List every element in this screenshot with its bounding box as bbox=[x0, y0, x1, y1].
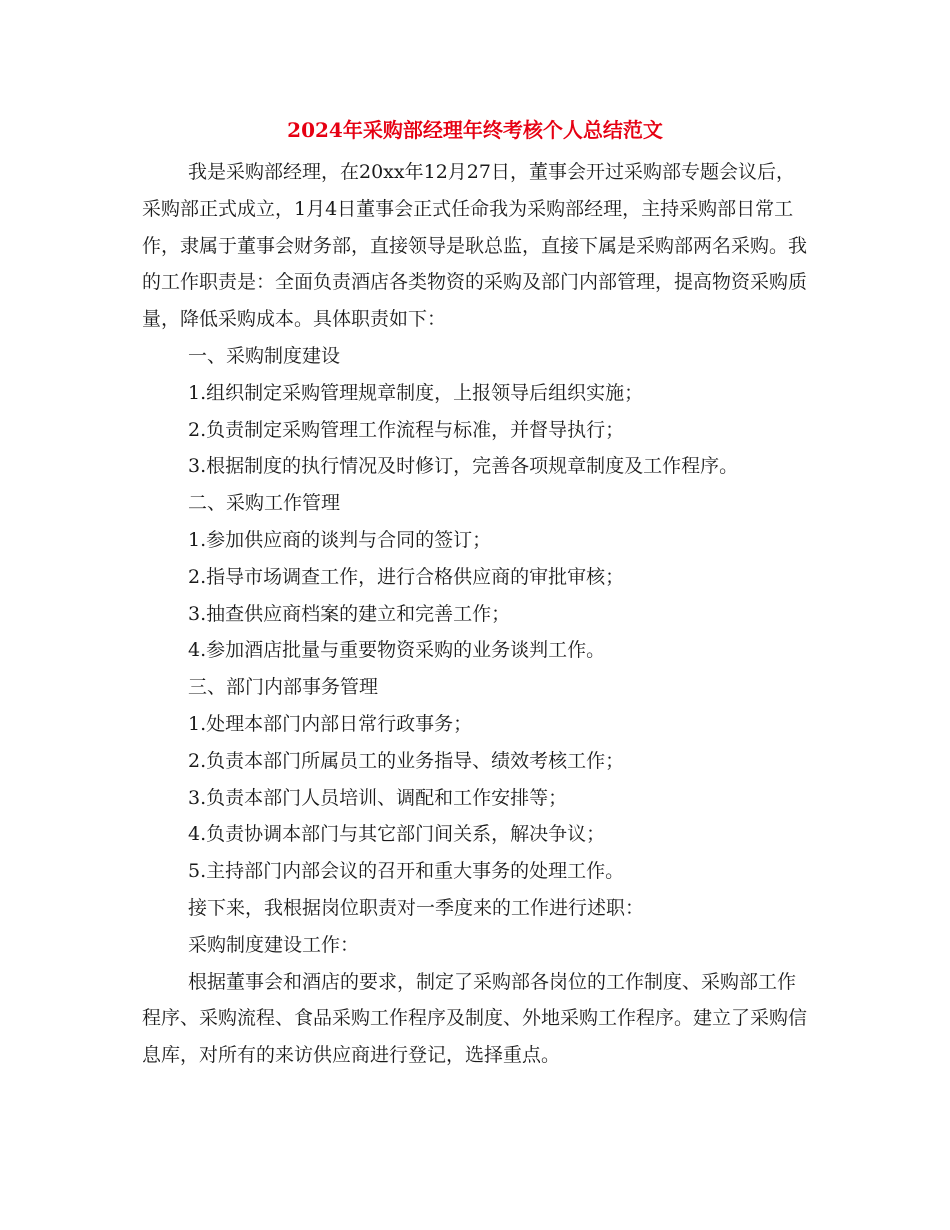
list-item: 4.参加酒店批量与重要物资采购的业务谈判工作。 bbox=[188, 639, 606, 662]
section-heading-1: 一、采购制度建设 bbox=[188, 344, 341, 367]
list-item: 4.负责协调本部门与其它部门间关系，解决争议； bbox=[188, 823, 606, 846]
transition-paragraph: 接下来，我根据岗位职责对一季度来的工作进行述职： bbox=[188, 896, 645, 919]
list-item: 2.负责本部门所属员工的业务指导、绩效考核工作； bbox=[188, 749, 625, 772]
document-title: 2024年采购部经理年终考核个人总结范文 bbox=[287, 118, 663, 142]
list-item: 2.负责制定采购管理工作流程与标准，并督导执行； bbox=[188, 418, 625, 441]
list-item: 1.组织制定采购管理规章制度，上报领导后组织实施； bbox=[188, 381, 644, 404]
list-item: 1.处理本部门内部日常行政事务； bbox=[188, 712, 473, 735]
section-heading-2: 二、采购工作管理 bbox=[188, 492, 341, 515]
list-item: 5.主持部门内部会议的召开和重大事务的处理工作。 bbox=[188, 860, 625, 883]
document-body bbox=[142, 154, 812, 1074]
section-heading-3: 三、部门内部事务管理 bbox=[188, 676, 379, 699]
list-item: 3.根据制度的执行情况及时修订，完善各项规章制度及工作程序。 bbox=[188, 455, 739, 478]
list-item: 3.抽查供应商档案的建立和完善工作； bbox=[188, 602, 511, 625]
subsection-heading: 采购制度建设工作： bbox=[188, 933, 360, 956]
intro-paragraph: 我是采购部经理，在20xx年12月27日，董事会开过采购部专题会议后，采购部正式成立，1月4日董事会正式任命我为采购部经理，主持采购部日常工作，隶属于董事会财务部，直接领导是耿总监，直接下属是采购部两名采购。我的工作职责是：全面负责酒店各类物资的采购及部门内部管理，提高物资采购质量，降低采购成本。具体职责如下： bbox=[142, 161, 808, 331]
list-item: 2.指导市场调查工作，进行合格供应商的审批审核； bbox=[188, 565, 625, 588]
list-item: 3.负责本部门人员培训、调配和工作安排等； bbox=[188, 786, 568, 809]
body-paragraph: 根据董事会和酒店的要求，制定了采购部各岗位的工作制度、采购部工作程序、采购流程、食品采购工作程序及制度、外地采购工作程序。建立了采购信息库，对所有的来访供应商进行登记，选择重点。 bbox=[142, 970, 808, 1067]
list-item: 1.参加供应商的谈判与合同的签订； bbox=[188, 528, 492, 551]
